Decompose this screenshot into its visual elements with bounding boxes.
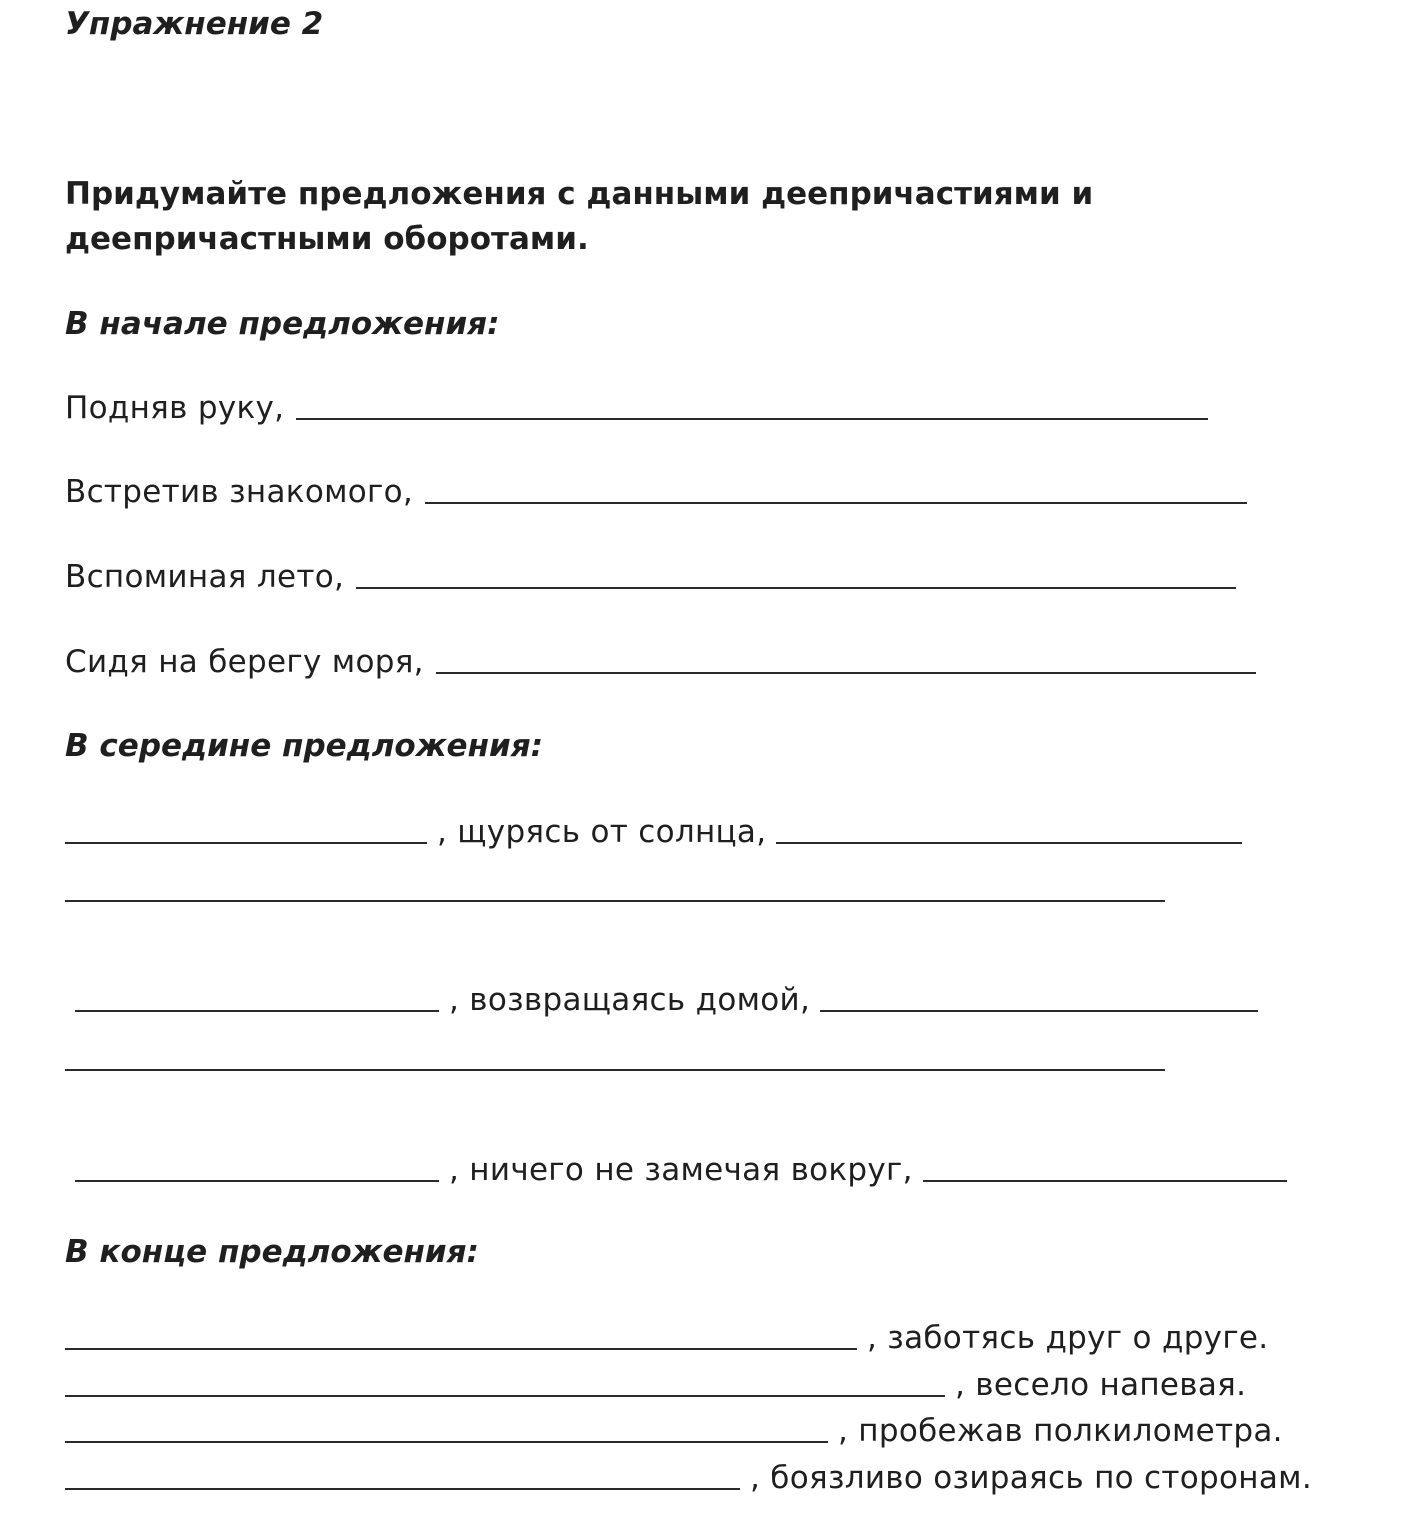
exercise-title: Упражнение 2 <box>65 6 324 42</box>
answer-blank[interactable] <box>65 1395 945 1397</box>
participle-prompt: , возвращаясь домой, <box>449 982 811 1018</box>
answer-blank[interactable] <box>75 1180 439 1182</box>
participle-prompt: , весело напевая. <box>955 1367 1247 1403</box>
answer-blank[interactable] <box>65 1441 828 1443</box>
participle-prompt: , пробежав полкилометра. <box>838 1413 1283 1449</box>
sentence-row <box>65 1320 1268 1356</box>
sentence-row <box>75 1152 1287 1188</box>
sentence-row <box>65 1069 1165 1077</box>
sentence-row <box>65 814 1242 850</box>
answer-blank[interactable] <box>923 1180 1287 1182</box>
participle-prompt: , щурясь от солнца, <box>437 814 767 850</box>
section-heading-middle: В середине предложения: <box>65 728 544 764</box>
answer-blank[interactable] <box>65 1069 1165 1071</box>
sentence-row <box>65 1367 1246 1403</box>
instruction-text: Придумайте предложения с данными деепричастиями и деепричастными оборотами. <box>65 176 1094 257</box>
answer-blank[interactable] <box>425 502 1247 504</box>
answer-blank[interactable] <box>65 1488 740 1490</box>
answer-blank[interactable] <box>356 587 1236 589</box>
participle-prompt: , боязливо озираясь по сторонам. <box>750 1460 1312 1496</box>
sentence-row <box>65 1460 1312 1496</box>
answer-blank[interactable] <box>296 418 1208 420</box>
answer-blank[interactable] <box>65 1348 857 1350</box>
participle-prompt: , ничего не замечая вокруг, <box>449 1152 913 1188</box>
sentence-row <box>65 474 1247 510</box>
participle-prompt: Встретив знакомого, <box>65 474 414 510</box>
answer-blank[interactable] <box>65 900 1165 902</box>
participle-prompt: Подняв руку, <box>65 390 285 426</box>
sentence-row <box>65 644 1256 680</box>
participle-prompt: Вспоминая лето, <box>65 559 345 595</box>
answer-blank[interactable] <box>436 672 1256 674</box>
participle-prompt: Сидя на берегу моря, <box>65 644 424 680</box>
answer-blank[interactable] <box>776 842 1242 844</box>
answer-blank[interactable] <box>820 1010 1258 1012</box>
answer-blank[interactable] <box>75 1010 439 1012</box>
section-heading-end: В конце предложения: <box>65 1234 479 1270</box>
section-heading-start: В начале предложения: <box>65 306 500 342</box>
sentence-row <box>65 1413 1283 1449</box>
participle-prompt: , заботясь друг о друге. <box>867 1320 1269 1356</box>
answer-blank[interactable] <box>65 842 427 844</box>
sentence-row <box>65 390 1208 426</box>
sentence-row <box>65 559 1236 595</box>
sentence-row <box>75 982 1258 1018</box>
sentence-row <box>65 900 1165 908</box>
